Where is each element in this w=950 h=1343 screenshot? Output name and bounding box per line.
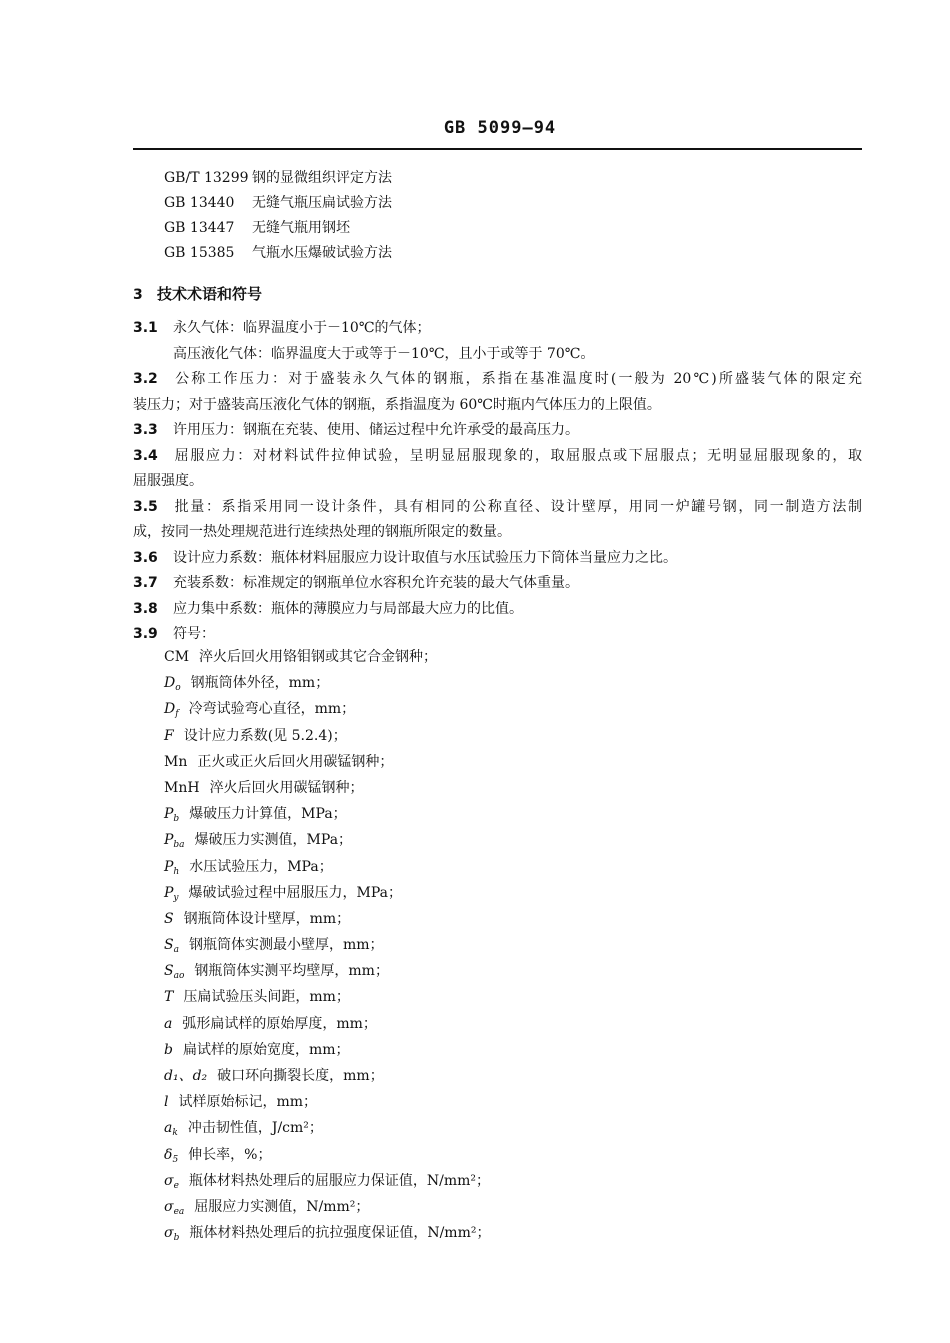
symbol-description: 试样原始标记，mm； [178,1094,318,1111]
symbol-row [164,749,490,775]
symbol-base: P [164,884,174,901]
clause-3-3: 3.3 许用压力：钢瓶在充装、使用、储运过程中允许承受的最高压力。 [133,422,579,438]
symbol-subscript: b [173,1233,180,1244]
symbol-description: 正火或正火后回火用碳锰钢种； [197,753,394,770]
symbol-base: δ [164,1146,173,1163]
reference-title: 无缝气瓶压扁试验方法 [252,195,392,211]
header-rule [133,148,862,150]
symbol-base: T [164,989,174,1006]
symbol-base: a [164,1120,173,1137]
reference-item [164,216,392,241]
symbol [164,1220,179,1251]
symbol-base: a [164,1015,173,1032]
symbol [164,984,173,1010]
symbol-description: 扁试样的原始宽度，mm； [182,1041,350,1058]
symbol [164,906,174,932]
symbol [164,1011,172,1037]
symbol-subscript: 5 [172,1154,179,1165]
symbol-list [164,644,490,1246]
symbol-row [164,906,490,932]
reference-code: GB/T 13299 [164,170,249,186]
symbol-row [164,880,490,906]
symbol-row [164,1168,490,1194]
clauses [133,316,862,648]
symbol-row [164,1011,490,1037]
symbol [164,1063,207,1089]
symbol-row [164,723,490,749]
symbol-description: 伸长率，%； [188,1146,272,1163]
symbol-description: 钢瓶筒体实测最小壁厚，mm； [188,937,384,954]
clause-3-5: 3.5 批量：系指采用同一设计条件，具有相同的公称直径、设计壁厚，用同一炉罐号钢，同一制造方法制 [133,498,862,515]
symbol-base: σ [164,1225,174,1242]
symbol [164,775,200,801]
symbol-row [164,696,490,722]
section-number: 3 [133,287,143,303]
symbol-row [164,644,490,670]
page-header: GB 5099—94 [443,118,557,138]
symbol [164,1037,173,1063]
symbol [164,644,189,670]
symbol-description: 爆破压力实测值，MPa； [194,832,353,849]
symbol-row [164,775,490,801]
reference-item [164,166,392,191]
symbol-description: 水压试验压力，MPa； [189,858,333,875]
symbol [164,1089,168,1115]
symbol-base: Mn [164,753,188,770]
symbol [164,723,174,749]
section-title: 技术术语和符号 [157,285,263,303]
clause-3-4: 3.4 屈服应力：对材料试件拉伸试验，呈明显屈服现象的，取屈服点或下屈服点；无明显屈服现象的，取 [133,447,862,464]
symbol-subscript: k [172,1128,178,1139]
symbol-subscript: ba [173,840,185,851]
symbol-subscript: a [173,945,179,956]
reference-list [164,166,392,266]
symbol-row [164,670,490,696]
symbol-row [164,932,490,958]
symbol-description: 钢瓶筒体外径，mm； [190,675,330,692]
section-heading [133,282,262,307]
symbol-subscript: h [173,866,180,877]
symbol-subscript: ao [173,971,185,982]
reference-code: GB 13440 [164,195,235,211]
symbol-description: 爆破试验过程中屈服压力，MPa； [188,884,402,901]
symbol-base: l [164,1094,169,1111]
symbol-description: 爆破压力计算值，MPa； [189,806,347,823]
symbol-base: S [164,910,174,927]
clause-3-7: 3.7 充装系数：标准规定的钢瓶单位水容积允许充装的最大气体重量。 [133,575,579,591]
symbol-base: σ [164,1198,174,1215]
symbol-subscript: b [173,814,180,825]
clause-3-6: 3.6 设计应力系数：瓶体材料屈服应力设计取值与水压试验压力下筒体当量应力之比。 [133,549,677,566]
symbol-subscript: e [173,1180,179,1191]
symbol-base: σ [164,1172,174,1189]
symbol-base: D [164,701,176,718]
reference-title: 钢的显微组织评定方法 [252,170,392,186]
reference-code: GB 13447 [164,220,235,236]
symbol-row [164,1142,490,1168]
symbol-description: 冲击韧性值，J/cm²； [187,1120,323,1137]
clause-3-2-cont: 装压力；对于盛装高压液化气体的钢瓶，系指温度为 60℃时瓶内气体压力的上限值。 [133,396,661,413]
symbol-row [164,1037,490,1063]
symbol-base: b [164,1041,173,1058]
reference-title: 气瓶水压爆破试验方法 [252,245,392,261]
symbol-base: P [164,806,174,823]
reference-code: GB 15385 [164,245,235,261]
symbol-description: 冷弯试验弯心直径，mm； [188,701,356,718]
reference-item [164,241,392,266]
symbol-row [164,854,490,880]
symbol-row [164,1220,490,1246]
symbol-description: 淬火后回火用铬钼钢或其它合金钢种； [199,649,438,665]
symbol-subscript: o [175,683,181,694]
symbol-description: 弧形扁试样的原始厚度，mm； [182,1015,377,1032]
symbol-description: 屈服应力实测值，N/mm²； [194,1198,370,1215]
symbol-row [164,1115,490,1141]
symbol-base: CM [164,649,190,665]
symbol-base: F [164,727,174,744]
clause-3-9: 3.9 符号： [133,626,215,642]
symbol-base: P [164,832,174,849]
symbol-row [164,984,490,1010]
symbol-row [164,801,490,827]
symbol-base: D [164,675,176,692]
symbol-base: S [164,937,174,954]
symbol-subscript: y [173,892,179,903]
symbol-base: d₁、d₂ [164,1068,208,1084]
symbol-description: 钢瓶筒体实测平均壁厚，mm； [194,963,389,980]
symbol-description: 钢瓶筒体设计壁厚，mm； [183,910,351,927]
symbol-base: MnH [164,779,200,796]
clause-3-1: 3.1 永久气体：临界温度小于－10℃的气体； [133,320,431,336]
symbol-base: P [164,858,174,875]
symbol-description: 瓶体材料热处理后的屈服应力保证值，N/mm²； [188,1172,491,1189]
symbol-description: 压扁试验压头间距，mm； [183,989,350,1006]
symbol-row [164,827,490,853]
clause-3-2: 3.2 公称工作压力：对于盛装永久气体的钢瓶，系指在基准温度时(一般为 20℃)所盛装气体的限定充 [133,371,862,387]
clause-3-1-cont: 高压液化气体：临界温度大于或等于－10℃，且小于或等于 70℃。 [173,345,595,362]
reference-title: 无缝气瓶用钢坯 [252,220,350,236]
symbol-description: 设计应力系数(见 5.2.4)； [183,727,347,744]
symbol-base: S [164,963,174,980]
symbol [164,749,187,775]
clause-3-4-cont: 屈服强度。 [133,473,203,489]
symbol-row [164,958,490,984]
symbol-description: 破口环向撕裂长度，mm； [217,1068,384,1084]
symbol-subscript: f [175,709,179,720]
symbol-subscript: ea [173,1206,185,1217]
symbol-row [164,1194,490,1220]
clause-3-8: 3.8 应力集中系数：瓶体的薄膜应力与局部最大应力的比值。 [133,600,523,617]
symbol-description: 瓶体材料热处理后的抗拉强度保证值，N/mm²； [189,1225,491,1242]
clause-3-5-cont: 成，按同一热处理规范进行连续热处理的钢瓶所限定的数量。 [133,524,511,540]
symbol-row [164,1089,490,1115]
symbol-description: 淬火后回火用碳锰钢种； [209,779,364,796]
symbol-row [164,1063,490,1089]
reference-item [164,191,392,216]
